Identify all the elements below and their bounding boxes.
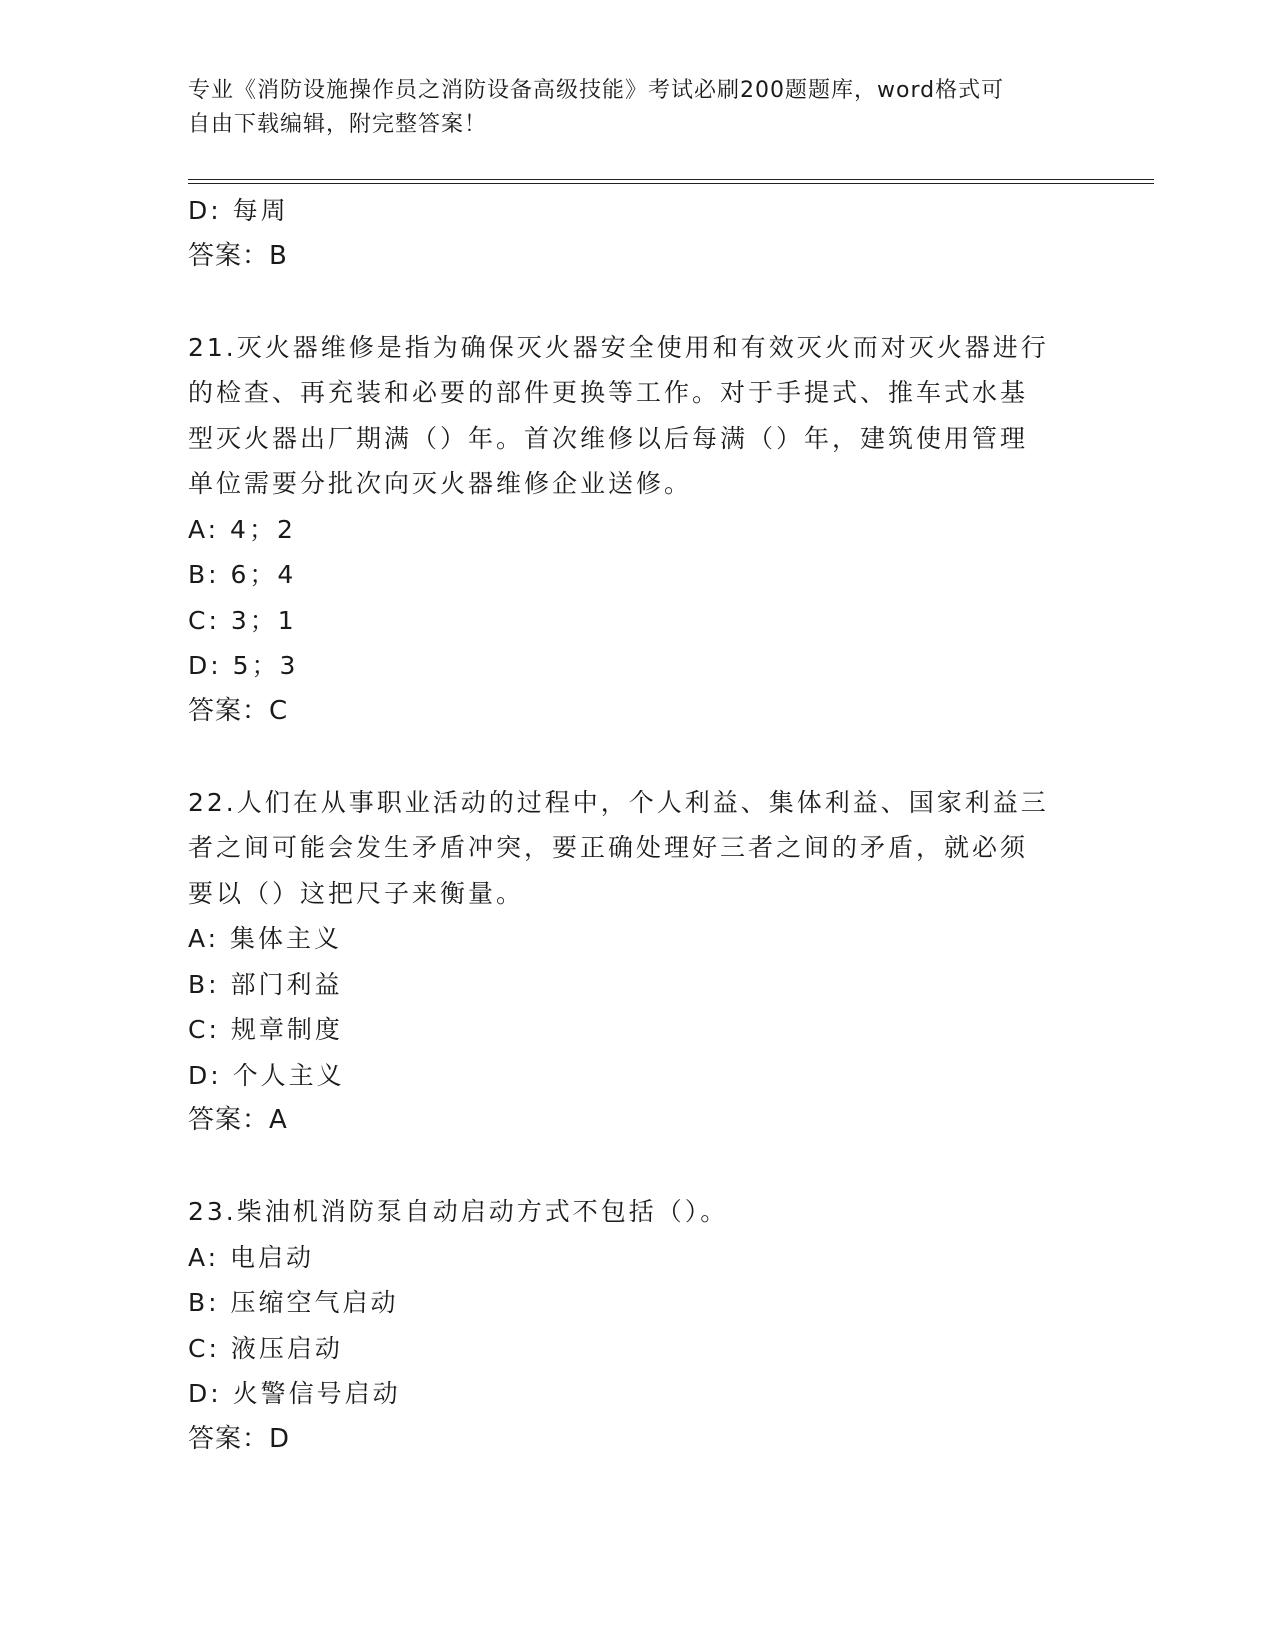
header-divider-bottom — [188, 183, 1154, 184]
answer: 答案：D — [188, 1423, 291, 1454]
question-21 — [188, 325, 1088, 735]
carryover-answer: 答案：B — [188, 240, 288, 271]
spacer — [188, 279, 1088, 325]
question-text-line: 者之间可能会发生矛盾冲突，要正确处理好三者之间的矛盾，就必须 — [188, 833, 1029, 862]
question-text-line: 的检查、再充装和必要的部件更换等工作。对于手提式、推车式水基 — [188, 378, 1029, 407]
option-c: C: 规章制度 — [188, 1015, 343, 1044]
answer: 答案：C — [188, 695, 289, 726]
spacer — [188, 1144, 1088, 1190]
question-text-line: 22.人们在从事职业活动的过程中，个人利益、集体利益、国家利益三 — [188, 787, 1049, 817]
option-a: A: 电启动 — [188, 1242, 315, 1272]
option-d: D: 火警信号启动 — [188, 1379, 401, 1408]
carryover-option-d: D: 每周 — [188, 196, 289, 225]
option-d: D: 个人主义 — [188, 1060, 345, 1090]
document-header — [188, 74, 1068, 142]
question-content — [188, 188, 1088, 1462]
question-22 — [188, 780, 1088, 1144]
question-23 — [188, 1189, 1088, 1462]
question-text-line: 单位需要分批次向灭火器维修企业送修。 — [188, 469, 693, 498]
option-a: A: 集体主义 — [188, 924, 343, 953]
spacer — [188, 734, 1088, 780]
question-text-line: 21.灭火器维修是指为确保灭火器安全使用和有效灭火而对灭火器进行 — [188, 332, 1049, 362]
header-line-2: 自由下载编辑，附完整答案！ — [188, 112, 488, 137]
option-c: C: 3；1 — [188, 605, 297, 635]
question-text-line: 23.柴油机消防泵自动启动方式不包括（）。 — [188, 1197, 729, 1226]
header-divider-top — [188, 179, 1154, 180]
header-line-1: 专业《消防设施操作员之消防设备高级技能》考试必刷200题题库，word格式可 — [188, 78, 1005, 103]
option-a: A: 4；2 — [188, 514, 296, 544]
option-b: B: 6；4 — [188, 560, 297, 589]
question-text-line: 要以（）这把尺子来衡量。 — [188, 878, 525, 908]
option-b: B: 压缩空气启动 — [188, 1288, 399, 1317]
option-c: C: 液压启动 — [188, 1333, 343, 1363]
question-text-line: 型灭火器出厂期满（）年。首次维修以后每满（）年，建筑使用管理 — [188, 423, 1029, 453]
option-b: B: 部门利益 — [188, 969, 343, 999]
answer: 答案：A — [188, 1105, 288, 1135]
option-d: D: 5；3 — [188, 651, 299, 680]
